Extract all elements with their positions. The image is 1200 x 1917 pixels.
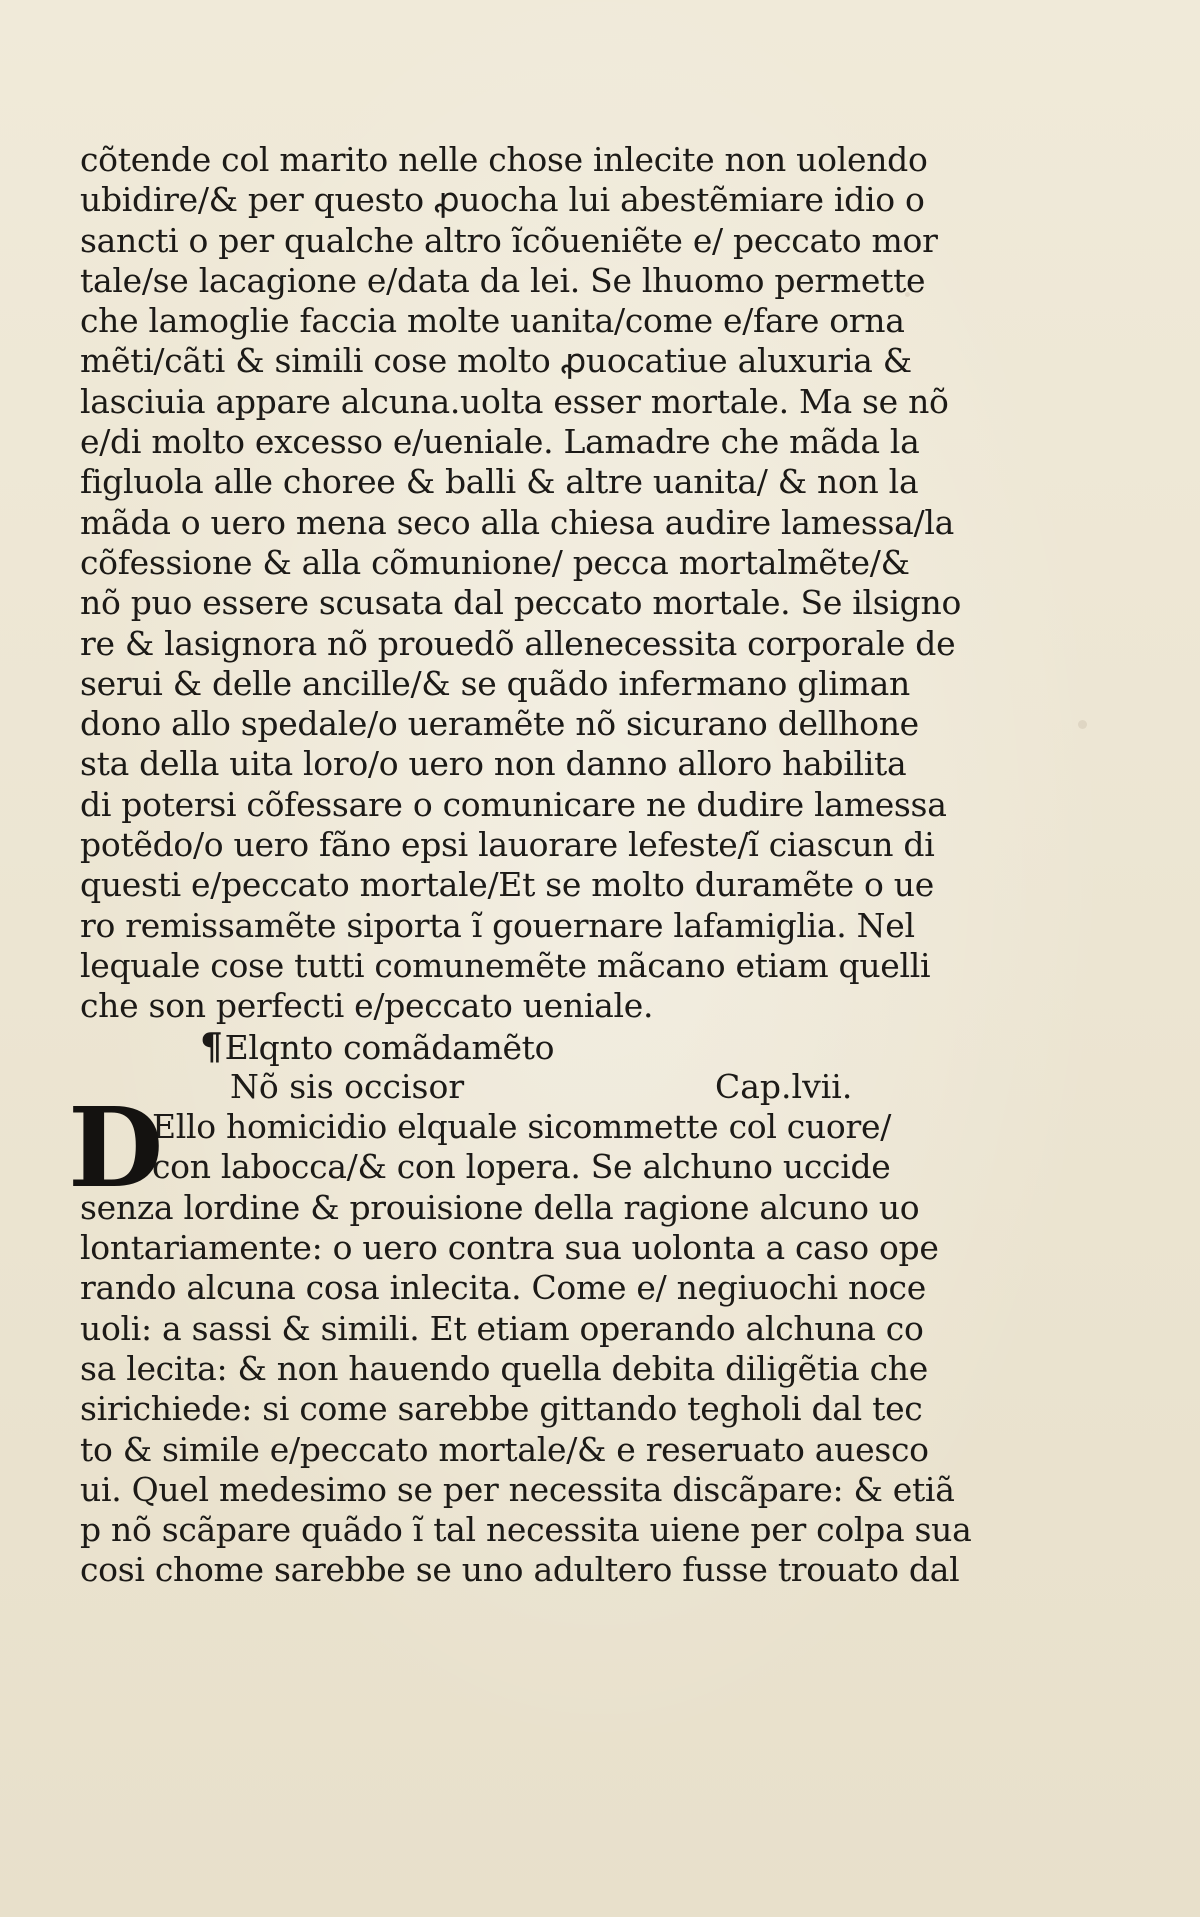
heading-line-2 <box>80 1067 880 1107</box>
text-line: e/di molto excesso e/ueniale. Lamadre che mãda la <box>80 422 920 462</box>
text-line: questi e/peccato mortale/Et se molto duramẽte o ue <box>80 865 934 905</box>
text-line: dono allo spedale/o ueramẽte nõ sicurano dellhone <box>80 704 919 744</box>
text-line: senza lordine & prouisione della ragione alcuno uo <box>80 1187 920 1227</box>
text-line: rando alcuna cosa inlecita. Come e/ negiuochi noce <box>80 1268 926 1308</box>
text-line: potẽdo/o uero fãno epsi lauorare lefeste/ĩ ciascun di <box>80 825 935 865</box>
text-line: tale/se lacagione e/data da lei. Se lhuomo permette <box>80 260 926 300</box>
text-line: to & simile e/peccato mortale/& e reseruato auesco <box>80 1429 929 1469</box>
paragraph-bottom <box>80 1187 972 1591</box>
text-line: sirichiede: si come sarebbe gittando tegholi dal tec <box>80 1389 923 1429</box>
text-line: ubidire/& per questo ꝓuocha lui abestẽmiare idio o <box>80 180 925 220</box>
text-line: che son perfecti e/peccato ueniale. <box>80 986 654 1026</box>
text-line: lequale cose tutti comunemẽte mãcano etiam quelli <box>80 945 931 985</box>
text-line: mẽti/cãti & simili cose molto ꝓuocatiue aluxuria & <box>80 341 912 381</box>
text-line: ui. Quel medesimo se per necessita discãpare: & etiã <box>80 1469 955 1509</box>
text-line: che lamoglie faccia molte uanita/come e/fare orna <box>80 301 905 341</box>
text-line: ro remissamẽte siporta ĩ gouernare lafamiglia. Nel <box>80 905 915 945</box>
text-line: mãda o uero mena seco alla chiesa audire lamessa/la <box>80 502 954 542</box>
heading-line-1 <box>80 1027 880 1067</box>
heading-title: Elqnto comãdamẽto <box>224 1027 555 1067</box>
text-line: sa lecita: & non hauendo quella debita diligẽtia che <box>80 1348 928 1388</box>
chapter-heading <box>80 1027 880 1108</box>
pilcrow-icon: ¶ <box>200 1025 223 1068</box>
text-line: p nõ scãpare quãdo ĩ tal necessita uiene per colpa sua <box>80 1510 972 1550</box>
chapter-number: Cap.lvii. <box>715 1066 853 1106</box>
paragraph-top <box>80 140 962 1027</box>
commandment-text: Nõ sis occisor <box>230 1066 465 1106</box>
text-line: nõ puo essere scusata dal peccato mortale. Se ilsigno <box>80 583 962 623</box>
text-line: sta della uita loro/o uero non danno alloro habilita <box>80 744 907 784</box>
text-line: figluola alle choree & balli & altre uanita/ & non la <box>80 462 919 502</box>
text-line: sancti o per qualche altro ĩcõueniẽte e/ peccato mor <box>80 220 938 260</box>
drop-cap: D <box>68 1083 164 1213</box>
text-line: re & lasignora nõ prouedõ allenecessita corporale de <box>80 623 956 663</box>
text-line: uoli: a sassi & simili. Et etiam operando alchuna co <box>80 1308 924 1348</box>
text-line: lontariamente: o uero contra sua uolonta a caso ope <box>80 1228 939 1268</box>
text-line: lasciuia appare alcuna.uolta esser mortale. Ma se nõ <box>80 381 949 421</box>
text-block <box>68 140 972 1591</box>
text-line: cõtende col marito nelle chose inlecite non uolendo <box>80 140 928 179</box>
text-line: Ello homicidio elquale sicommette col cuore/ <box>152 1107 892 1147</box>
text-line: cosi chome sarebbe se uno adultero fusse trouato dal <box>80 1550 960 1590</box>
text-line: di potersi cõfessare o comunicare ne dudire lamessa <box>80 784 947 824</box>
paper-stain <box>1078 720 1087 729</box>
text-line: cõfessione & alla cõmunione/ pecca mortalmẽte/& <box>80 542 910 582</box>
text-line: con labocca/& con lopera. Se alchuno uccide <box>152 1147 891 1187</box>
text-line: serui & delle ancille/& se quãdo infermano gliman <box>80 663 910 703</box>
